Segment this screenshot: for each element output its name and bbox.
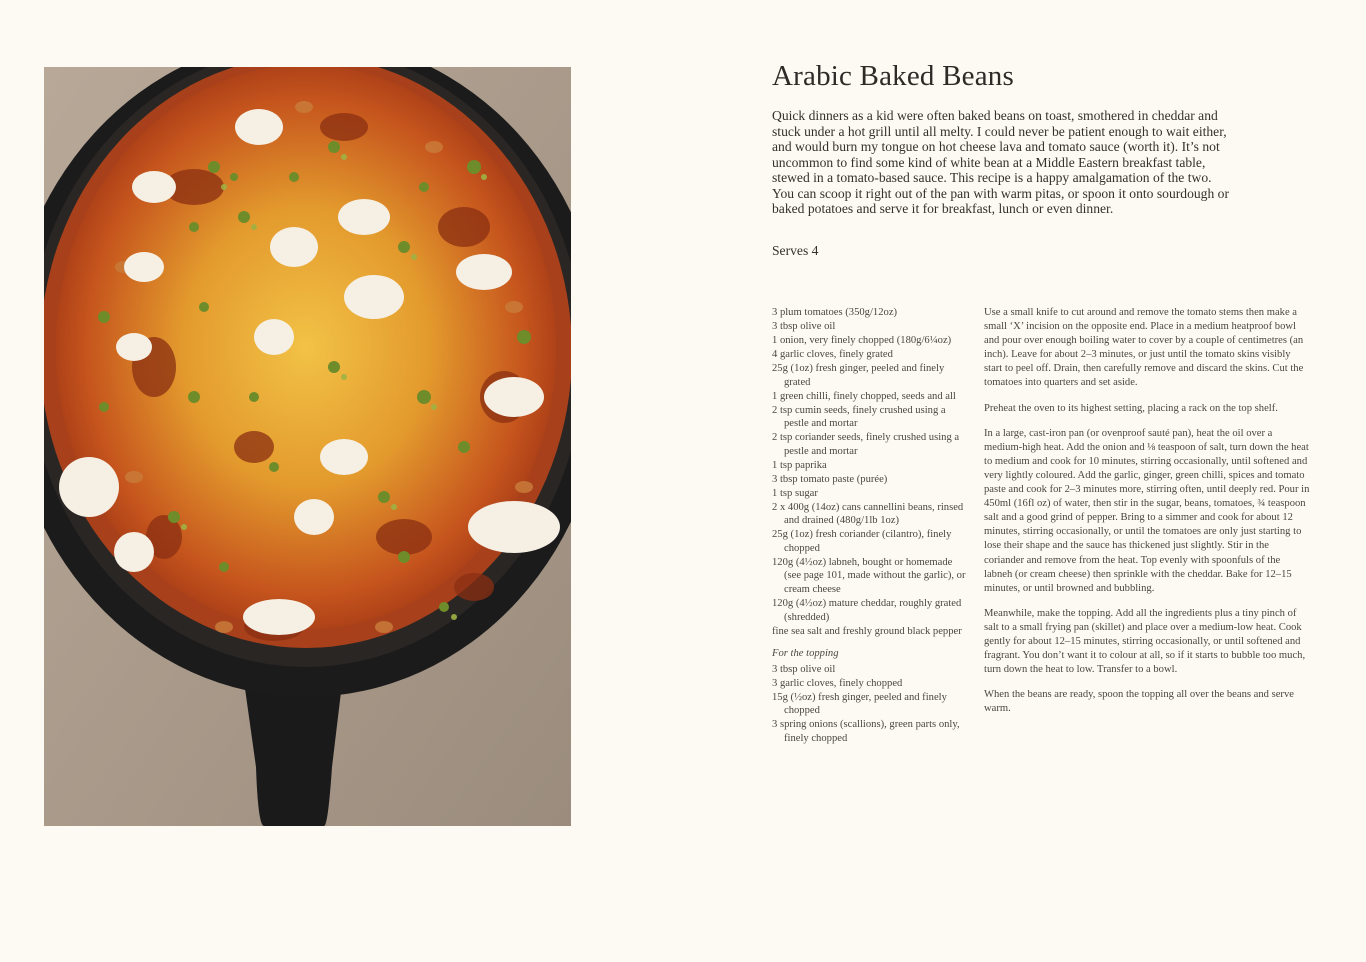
topping-ingredient-item: 3 tbsp olive oil bbox=[772, 663, 836, 675]
ingredient-item: 25g (1oz) fresh ginger, peeled and finely grated bbox=[772, 362, 945, 388]
ingredient-item: 1 tsp paprika bbox=[772, 459, 827, 471]
topping-heading: For the topping bbox=[772, 648, 839, 660]
ingredient-item: 120g (4½oz) labneh, bought or homemade (see page 101, made without the garlic), or cream cheese bbox=[772, 556, 966, 595]
ingredient-item: 2 tsp cumin seeds, finely crushed using a pestle and mortar bbox=[772, 404, 946, 430]
method-step: Meanwhile, make the topping. Add all the ingredients plus a tiny pinch of salt to a small frying pan (skillet) and place over a medium-low heat. Cook gently for about 12–15 minutes, stirring occasionally, or until softened and fragrant. You don’t want it to colour at all, so if it starts to bubble too much, turn down the heat to low. Transfer to a bowl. bbox=[984, 607, 1306, 676]
ingredient-item: 25g (1oz) fresh coriander (cilantro), finely chopped bbox=[772, 529, 952, 554]
ingredient-item: fine sea salt and freshly ground black pepper bbox=[772, 625, 962, 637]
topping-ingredient-item: 3 spring onions (scallions), green parts only, finely chopped bbox=[772, 719, 960, 744]
ingredients-list bbox=[772, 306, 968, 746]
ingredient-item: 1 tsp sugar bbox=[772, 487, 818, 499]
method-steps bbox=[984, 306, 1310, 727]
recipe-title: Arabic Baked Beans bbox=[772, 60, 1014, 92]
ingredient-item: 1 green chilli, finely chopped, seeds and all bbox=[772, 390, 956, 402]
ingredient-item: 3 tbsp tomato paste (purée) bbox=[772, 473, 888, 485]
ingredient-item: 120g (4½oz) mature cheddar, roughly grated (shredded) bbox=[772, 597, 962, 623]
ingredient-item: 2 x 400g (14oz) cans cannellini beans, rinsed and drained (480g/1lb 1oz) bbox=[772, 501, 964, 527]
method-step: When the beans are ready, spoon the topping all over the beans and serve warm. bbox=[984, 689, 1294, 715]
recipe-intro: Quick dinners as a kid were often baked beans on toast, smothered in cheddar and stuck under a hot grill until all melty. I could never be patient enough to wait either, and would burn my tongue on hot cheese lava and tomato sauce (worth it). It’s not uncommon to find some kind of white bean at a Middle Eastern breakfast table, stewed in a tomato-based sauce. This recipe is a happy amalgamation of the two. You can scoop it right out of the pan with warm pitas, or spoon it onto sourdough or baked potatoes and serve it for breakfast, lunch or even dinner. bbox=[772, 108, 1229, 216]
ingredient-item: 3 tbsp olive oil bbox=[772, 320, 836, 332]
ingredient-item: 2 tsp coriander seeds, finely crushed using a pestle and mortar bbox=[772, 432, 960, 457]
method-step: In a large, cast-iron pan (or ovenproof sauté pan), heat the oil over a medium-high heat. Add the onion and ⅛ teaspoon of salt, turn down the heat to medium and cook for 10 minutes, stirring occasionally, until softened and very lightly coloured. Add the garlic, ginger, green chilli, spices and tomato paste and cook for 2–3 minutes more, stirring often, until deeply red. Pour in 450ml (16fl oz) of water, then stir in the sugar, beans, tomatoes, ¾ teaspoon salt and a good grind of pepper. Bring to a simmer and cook for about 12 minutes, stirring occasionally, or until the tomatoes are only just starting to lose their shape and the sauce has thickened just slightly. Stir in the coriander and remove from the heat. Top evenly with spoonfuls of the labneh (or cream cheese) then sprinkle with the cheddar. Bake for 12–15 minutes, or until browned and bubbling. bbox=[984, 427, 1310, 594]
ingredient-item: 1 onion, very finely chopped (180g/6¼oz) bbox=[772, 334, 952, 346]
baked-beans-in-cast-iron-pan-image bbox=[44, 67, 571, 826]
serves-count: Serves 4 bbox=[772, 243, 819, 258]
ingredient-item: 4 garlic cloves, finely grated bbox=[772, 348, 893, 360]
recipe-photo bbox=[44, 67, 571, 826]
topping-ingredient-item: 3 garlic cloves, finely chopped bbox=[772, 677, 903, 689]
method-step: Use a small knife to cut around and remove the tomato stems then make a small ‘X’ incision on the opposite end. Place in a medium heatproof bowl and pour over enough boiling water to cover by a couple of centimetres (an inch). Leave for about 2–3 minutes, or just until the tomato skins visibly start to peel off. Drain, then carefully remove and discard the skins. Cut the tomatoes into quarters and set aside. bbox=[984, 307, 1304, 389]
method-step: Preheat the oven to its highest setting, placing a rack on the top shelf. bbox=[984, 402, 1278, 414]
ingredient-item: 3 plum tomatoes (350g/12oz) bbox=[772, 307, 898, 318]
topping-ingredient-item: 15g (½oz) fresh ginger, peeled and finely chopped bbox=[772, 691, 947, 717]
